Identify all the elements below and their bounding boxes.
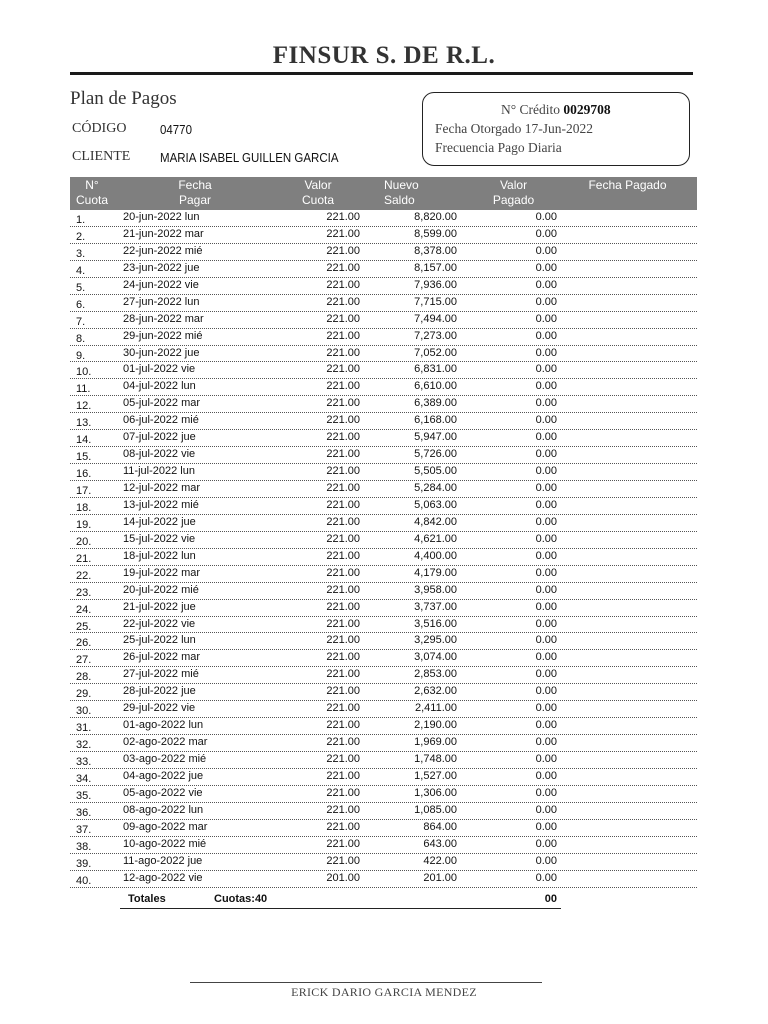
nuevo-saldo: 1,748.00 bbox=[414, 753, 457, 765]
valor-cuota: 221.00 bbox=[326, 753, 360, 765]
valor-cuota: 221.00 bbox=[326, 719, 360, 732]
valor-cuota: 221.00 bbox=[326, 854, 360, 867]
cuota-number: 34. bbox=[76, 772, 92, 785]
valor-cuota: 221.00 bbox=[326, 448, 360, 461]
fecha-pagar: 21-jul-2022 jue bbox=[123, 600, 196, 613]
cuota-number: 7. bbox=[76, 315, 86, 328]
fecha-pagar: 21-jun-2022 mar bbox=[123, 227, 204, 240]
cuota-number: 38. bbox=[76, 840, 92, 853]
fecha-pagar: 02-ago-2022 mar bbox=[123, 736, 208, 749]
fecha-pagar: 24-jun-2022 vie bbox=[123, 278, 199, 291]
valor-pagado: 0.00 bbox=[535, 854, 557, 867]
table-row bbox=[70, 633, 697, 650]
valor-pagado: 0.00 bbox=[535, 329, 557, 342]
table-row bbox=[70, 261, 697, 278]
valor-pagado: 0.00 bbox=[535, 227, 557, 240]
nuevo-saldo: 1,306.00 bbox=[414, 786, 457, 799]
table-row bbox=[70, 532, 697, 549]
header-fecha-line1: Fecha bbox=[178, 178, 212, 192]
valor-pagado: 0.00 bbox=[535, 617, 557, 630]
table-row bbox=[70, 362, 697, 379]
nuevo-saldo: 864.00 bbox=[423, 820, 457, 833]
valor-cuota: 221.00 bbox=[326, 532, 360, 545]
valor-pagado: 0.00 bbox=[535, 719, 557, 732]
valor-cuota: 221.00 bbox=[326, 786, 360, 799]
valor-pagado: 0.00 bbox=[535, 244, 557, 257]
header-fecha-pagado: Fecha Pagado bbox=[588, 178, 667, 192]
table-row bbox=[70, 549, 697, 566]
credit-number-label: N° Crédito bbox=[501, 102, 561, 117]
nuevo-saldo: 1,527.00 bbox=[414, 769, 457, 782]
fecha-pagar: 13-jul-2022 mié bbox=[123, 498, 199, 511]
fecha-pagar: 28-jun-2022 mar bbox=[123, 312, 204, 325]
nuevo-saldo: 8,378.00 bbox=[414, 244, 457, 257]
codigo-label: CÓDIGO bbox=[72, 121, 127, 136]
valor-cuota: 221.00 bbox=[326, 702, 360, 715]
table-row bbox=[70, 871, 697, 888]
credit-number-line bbox=[501, 102, 611, 118]
payment-table-body bbox=[70, 210, 697, 888]
valor-pagado: 0.00 bbox=[535, 583, 557, 596]
nuevo-saldo: 2,632.00 bbox=[414, 685, 457, 698]
table-row bbox=[70, 515, 697, 532]
nuevo-saldo: 5,505.00 bbox=[414, 465, 457, 478]
valor-cuota: 221.00 bbox=[326, 278, 360, 291]
valor-pagado: 0.00 bbox=[535, 515, 557, 528]
table-row bbox=[70, 617, 697, 634]
valor-cuota: 221.00 bbox=[326, 820, 360, 833]
valor-pagado: 0.00 bbox=[535, 431, 557, 444]
table-row bbox=[70, 837, 697, 854]
cuota-number: 10. bbox=[76, 366, 92, 379]
valor-cuota: 221.00 bbox=[326, 583, 360, 596]
frecuencia-pago: Frecuencia Pago Diaria bbox=[435, 140, 562, 155]
valor-cuota: 221.00 bbox=[326, 668, 360, 681]
nuevo-saldo: 7,052.00 bbox=[414, 346, 457, 359]
nuevo-saldo: 5,726.00 bbox=[414, 448, 457, 461]
cuota-number: 37. bbox=[76, 823, 92, 836]
cuota-number: 1. bbox=[76, 214, 86, 226]
nuevo-saldo: 6,831.00 bbox=[414, 363, 457, 376]
valor-cuota: 221.00 bbox=[326, 736, 360, 749]
nuevo-saldo: 5,063.00 bbox=[414, 498, 457, 511]
cuota-number: 18. bbox=[76, 501, 92, 514]
valor-pagado: 0.00 bbox=[535, 465, 557, 478]
fecha-pagar: 08-jul-2022 vie bbox=[123, 448, 196, 461]
valor-cuota: 221.00 bbox=[326, 600, 360, 613]
valor-pagado: 0.00 bbox=[535, 261, 557, 274]
table-row bbox=[70, 684, 697, 701]
fecha-pagar: 10-ago-2022 mié bbox=[123, 837, 207, 850]
valor-pagado: 0.00 bbox=[535, 295, 557, 308]
fecha-pagar: 22-jul-2022 vie bbox=[123, 617, 196, 630]
nuevo-saldo: 2,411.00 bbox=[414, 702, 457, 715]
fecha-otorgado: Fecha Otorgado 17-Jun-2022 bbox=[435, 121, 593, 136]
table-row bbox=[70, 650, 697, 667]
cliente-value: MARIA ISABEL GUILLEN GARCIA bbox=[160, 151, 339, 165]
valor-pagado: 0.00 bbox=[535, 786, 557, 799]
cuota-number: 25. bbox=[76, 620, 92, 633]
fecha-pagar: 15-jul-2022 vie bbox=[123, 532, 196, 545]
fecha-pagar: 28-jul-2022 jue bbox=[123, 685, 196, 698]
valor-cuota: 201.00 bbox=[326, 871, 360, 884]
cuota-number: 16. bbox=[76, 468, 92, 481]
cuota-number: 20. bbox=[76, 535, 92, 548]
valor-pagado: 0.00 bbox=[535, 532, 557, 545]
fecha-pagar: 22-jun-2022 mié bbox=[123, 244, 203, 257]
valor-pagado: 0.00 bbox=[535, 414, 557, 427]
table-row bbox=[70, 447, 697, 464]
cuota-number: 19. bbox=[76, 518, 92, 531]
valor-cuota: 221.00 bbox=[326, 803, 360, 816]
cuota-number: 24. bbox=[76, 603, 92, 616]
header-nuevo-saldo bbox=[384, 178, 444, 208]
fecha-pagar: 19-jul-2022 mar bbox=[123, 566, 201, 579]
valor-cuota: 221.00 bbox=[326, 431, 360, 444]
nuevo-saldo: 4,842.00 bbox=[414, 515, 457, 528]
table-row bbox=[70, 379, 697, 396]
table-row bbox=[70, 786, 697, 803]
table-row bbox=[70, 430, 697, 447]
table-row bbox=[70, 803, 697, 820]
cuota-number: 12. bbox=[76, 400, 92, 413]
valor-pagado: 0.00 bbox=[535, 498, 557, 511]
credit-number-value: 0029708 bbox=[563, 102, 611, 117]
codigo-value: 04770 bbox=[160, 123, 192, 137]
nuevo-saldo: 7,936.00 bbox=[414, 278, 457, 291]
fecha-pagar: 12-ago-2022 vie bbox=[123, 871, 203, 884]
fecha-pagar: 08-ago-2022 lun bbox=[123, 803, 204, 816]
valor-pagado: 0.00 bbox=[535, 482, 557, 494]
cuota-number: 6. bbox=[76, 298, 86, 311]
cuota-number: 36. bbox=[76, 806, 92, 819]
nuevo-saldo: 6,610.00 bbox=[414, 380, 457, 393]
table-row bbox=[70, 600, 697, 617]
valor-cuota: 221.00 bbox=[326, 397, 360, 410]
table-row bbox=[70, 227, 697, 244]
table-row bbox=[70, 346, 697, 363]
valor-cuota: 221.00 bbox=[326, 634, 360, 647]
valor-cuota: 221.00 bbox=[326, 244, 360, 257]
nuevo-saldo: 3,295.00 bbox=[414, 634, 457, 647]
cuota-number: 9. bbox=[76, 349, 86, 362]
header-valor-cuota bbox=[288, 178, 348, 208]
valor-cuota: 221.00 bbox=[326, 346, 360, 359]
table-row bbox=[70, 244, 697, 261]
valor-cuota: 221.00 bbox=[326, 465, 360, 478]
cuota-number: 27. bbox=[76, 654, 92, 667]
fecha-pagar: 20-jul-2022 mié bbox=[123, 583, 199, 596]
table-row bbox=[70, 701, 697, 718]
valor-cuota: 221.00 bbox=[326, 837, 360, 850]
nuevo-saldo: 6,168.00 bbox=[414, 414, 457, 427]
table-row bbox=[70, 854, 697, 871]
fecha-pagar: 11-ago-2022 jue bbox=[123, 854, 203, 867]
table-row bbox=[70, 820, 697, 837]
nuevo-saldo: 3,516.00 bbox=[414, 617, 457, 630]
nuevo-saldo: 8,820.00 bbox=[414, 211, 457, 223]
valor-pagado: 0.00 bbox=[535, 702, 557, 715]
valor-pagado: 0.00 bbox=[535, 448, 557, 461]
fecha-pagar: 26-jul-2022 mar bbox=[123, 651, 201, 664]
valor-pagado: 0.00 bbox=[535, 312, 557, 325]
cuota-number: 35. bbox=[76, 789, 92, 802]
cuota-number: 30. bbox=[76, 705, 92, 718]
valor-pagado: 0.00 bbox=[535, 753, 557, 765]
valor-cuota: 221.00 bbox=[326, 380, 360, 393]
valor-pagado: 0.00 bbox=[535, 871, 557, 884]
header-pagado-line2: Pagado bbox=[492, 193, 535, 207]
fecha-pagar: 14-jul-2022 jue bbox=[123, 515, 196, 528]
header-numero-line1: N° bbox=[85, 178, 99, 192]
totals-row bbox=[120, 893, 561, 909]
cuota-number: 21. bbox=[76, 552, 92, 565]
valor-cuota: 221.00 bbox=[326, 515, 360, 528]
table-row bbox=[70, 278, 697, 295]
nuevo-saldo: 3,958.00 bbox=[414, 583, 457, 596]
table-row bbox=[70, 498, 697, 515]
table-row bbox=[70, 735, 697, 752]
nuevo-saldo: 5,284.00 bbox=[414, 482, 457, 494]
nuevo-saldo: 4,621.00 bbox=[414, 532, 457, 545]
fecha-pagar: 04-ago-2022 jue bbox=[123, 769, 204, 782]
valor-pagado: 0.00 bbox=[535, 820, 557, 833]
cuota-number: 40. bbox=[76, 874, 92, 887]
valor-cuota: 221.00 bbox=[326, 498, 360, 511]
valor-cuota: 221.00 bbox=[326, 295, 360, 308]
table-row bbox=[70, 464, 697, 481]
nuevo-saldo: 7,273.00 bbox=[414, 329, 457, 342]
valor-cuota: 221.00 bbox=[326, 211, 360, 223]
table-row bbox=[70, 752, 697, 769]
nuevo-saldo: 2,853.00 bbox=[414, 668, 457, 681]
cuota-number: 32. bbox=[76, 739, 92, 752]
cuota-number: 4. bbox=[76, 264, 86, 277]
valor-cuota: 221.00 bbox=[326, 261, 360, 274]
table-row bbox=[70, 396, 697, 413]
cuota-number: 11. bbox=[76, 383, 91, 396]
valor-cuota: 221.00 bbox=[326, 312, 360, 325]
fecha-pagar: 25-jul-2022 lun bbox=[123, 634, 196, 647]
nuevo-saldo: 3,074.00 bbox=[414, 651, 457, 664]
header-fecha-pagar bbox=[165, 178, 225, 208]
nuevo-saldo: 4,400.00 bbox=[414, 549, 457, 562]
nuevo-saldo: 643.00 bbox=[423, 837, 457, 850]
fecha-pagar: 03-ago-2022 mié bbox=[123, 753, 207, 765]
valor-pagado: 0.00 bbox=[535, 837, 557, 850]
cuota-number: 2. bbox=[76, 230, 86, 243]
valor-cuota: 221.00 bbox=[326, 329, 360, 342]
valor-pagado: 0.00 bbox=[535, 211, 557, 223]
header-numero-line2: Cuota bbox=[75, 193, 109, 207]
valor-pagado: 0.00 bbox=[535, 685, 557, 698]
fecha-pagar: 05-jul-2022 mar bbox=[123, 397, 201, 410]
fecha-pagar: 29-jun-2022 mié bbox=[123, 329, 203, 342]
fecha-pagar: 04-jul-2022 lun bbox=[123, 380, 196, 393]
cuota-number: 3. bbox=[76, 247, 86, 260]
fecha-pagar: 01-jul-2022 vie bbox=[123, 363, 196, 376]
nuevo-saldo: 1,969.00 bbox=[414, 736, 457, 749]
fecha-pagar: 18-jul-2022 lun bbox=[123, 549, 196, 562]
nuevo-saldo: 201.00 bbox=[423, 871, 457, 884]
valor-cuota: 221.00 bbox=[326, 482, 360, 494]
totals-amount: 00 bbox=[544, 893, 557, 905]
nuevo-saldo: 2,190.00 bbox=[414, 719, 457, 732]
valor-pagado: 0.00 bbox=[535, 803, 557, 816]
valor-pagado: 0.00 bbox=[535, 600, 557, 613]
cuota-number: 5. bbox=[76, 281, 86, 294]
cuota-number: 13. bbox=[76, 417, 92, 430]
valor-pagado: 0.00 bbox=[535, 346, 557, 359]
nuevo-saldo: 4,179.00 bbox=[414, 566, 457, 579]
cuota-number: 8. bbox=[76, 332, 86, 345]
table-row bbox=[70, 566, 697, 583]
nuevo-saldo: 1,085.00 bbox=[414, 803, 457, 816]
signature-name: ERICK DARIO GARCIA MENDEZ bbox=[291, 985, 477, 999]
nuevo-saldo: 3,737.00 bbox=[414, 600, 457, 613]
credit-info-box bbox=[422, 92, 690, 166]
table-row bbox=[70, 413, 697, 430]
valor-pagado: 0.00 bbox=[535, 549, 557, 562]
title-rule bbox=[70, 72, 693, 75]
valor-pagado: 0.00 bbox=[535, 278, 557, 291]
cuota-number: 39. bbox=[76, 857, 92, 870]
nuevo-saldo: 7,494.00 bbox=[414, 312, 457, 325]
table-header bbox=[70, 177, 697, 210]
valor-cuota: 221.00 bbox=[326, 617, 360, 630]
table-row bbox=[70, 667, 697, 684]
nuevo-saldo: 8,157.00 bbox=[414, 261, 457, 274]
nuevo-saldo: 8,599.00 bbox=[414, 227, 457, 240]
valor-cuota: 221.00 bbox=[326, 363, 360, 376]
fecha-pagar: 29-jul-2022 vie bbox=[123, 702, 196, 715]
fecha-pagar: 20-jun-2022 lun bbox=[123, 211, 200, 223]
cuota-number: 17. bbox=[76, 485, 92, 497]
fecha-pagar: 06-jul-2022 mié bbox=[123, 414, 199, 427]
valor-pagado: 0.00 bbox=[535, 634, 557, 647]
signature-line bbox=[190, 982, 542, 983]
valor-cuota: 221.00 bbox=[326, 769, 360, 782]
table-row bbox=[70, 295, 697, 312]
cliente-label: CLIENTE bbox=[72, 149, 131, 164]
valor-pagado: 0.00 bbox=[535, 651, 557, 664]
fecha-pagar: 11-jul-2022 lun bbox=[123, 465, 195, 478]
cuota-number: 15. bbox=[76, 451, 92, 464]
table-row bbox=[70, 718, 697, 735]
header-valor-line1: Valor bbox=[304, 178, 332, 192]
cuota-number: 28. bbox=[76, 671, 92, 684]
valor-cuota: 221.00 bbox=[326, 566, 360, 579]
cuota-number: 31. bbox=[76, 722, 92, 735]
valor-pagado: 0.00 bbox=[535, 363, 557, 376]
cuota-number: 29. bbox=[76, 688, 92, 701]
cuota-number: 14. bbox=[76, 434, 92, 447]
fecha-pagar: 01-ago-2022 lun bbox=[123, 719, 204, 732]
header-nuevo-line1: Nuevo bbox=[384, 178, 419, 192]
plan-title: Plan de Pagos bbox=[70, 88, 177, 109]
table-row bbox=[70, 210, 697, 227]
header-pagado-line1: Valor bbox=[499, 178, 528, 192]
valor-cuota: 221.00 bbox=[326, 414, 360, 427]
valor-cuota: 221.00 bbox=[326, 685, 360, 698]
cuota-number: 23. bbox=[76, 586, 92, 599]
valor-pagado: 0.00 bbox=[535, 566, 557, 579]
valor-cuota: 221.00 bbox=[326, 227, 360, 240]
fecha-pagar: 05-ago-2022 vie bbox=[123, 786, 203, 799]
table-row bbox=[70, 583, 697, 600]
nuevo-saldo: 5,947.00 bbox=[414, 431, 457, 444]
table-row bbox=[70, 312, 697, 329]
cuota-number: 33. bbox=[76, 756, 92, 768]
valor-pagado: 0.00 bbox=[535, 668, 557, 681]
fecha-pagar: 23-jun-2022 jue bbox=[123, 261, 200, 274]
header-fecha-line2: Pagar bbox=[178, 193, 212, 207]
fecha-pagar: 07-jul-2022 jue bbox=[123, 431, 196, 444]
fecha-pagar: 30-jun-2022 jue bbox=[123, 346, 200, 359]
table-row bbox=[70, 481, 697, 498]
nuevo-saldo: 6,389.00 bbox=[414, 397, 457, 410]
valor-cuota: 221.00 bbox=[326, 651, 360, 664]
totals-cuotas: Cuotas:40 bbox=[214, 893, 268, 905]
table-row bbox=[70, 769, 697, 786]
fecha-pagar: 27-jul-2022 mié bbox=[123, 668, 199, 681]
fecha-pagar: 09-ago-2022 mar bbox=[123, 820, 208, 833]
header-nuevo-line2: Saldo bbox=[384, 193, 415, 207]
valor-pagado: 0.00 bbox=[535, 380, 557, 393]
valor-pagado: 0.00 bbox=[535, 736, 557, 749]
valor-pagado: 0.00 bbox=[535, 397, 557, 410]
nuevo-saldo: 422.00 bbox=[423, 854, 457, 867]
header-valor-pagado bbox=[486, 178, 541, 208]
cuota-number: 22. bbox=[76, 569, 92, 582]
valor-cuota: 221.00 bbox=[326, 549, 360, 562]
table-row bbox=[70, 329, 697, 346]
header-valor-line2: Cuota bbox=[301, 193, 335, 207]
fecha-pagar: 12-jul-2022 mar bbox=[123, 482, 201, 494]
header-numero bbox=[74, 178, 110, 208]
cuota-number: 26. bbox=[76, 637, 92, 650]
fecha-pagar: 27-jun-2022 lun bbox=[123, 295, 200, 308]
totals-label: Totales bbox=[128, 893, 166, 905]
valor-pagado: 0.00 bbox=[535, 769, 557, 782]
company-name: FINSUR S. DE R.L. bbox=[272, 42, 496, 69]
nuevo-saldo: 7,715.00 bbox=[414, 295, 457, 308]
